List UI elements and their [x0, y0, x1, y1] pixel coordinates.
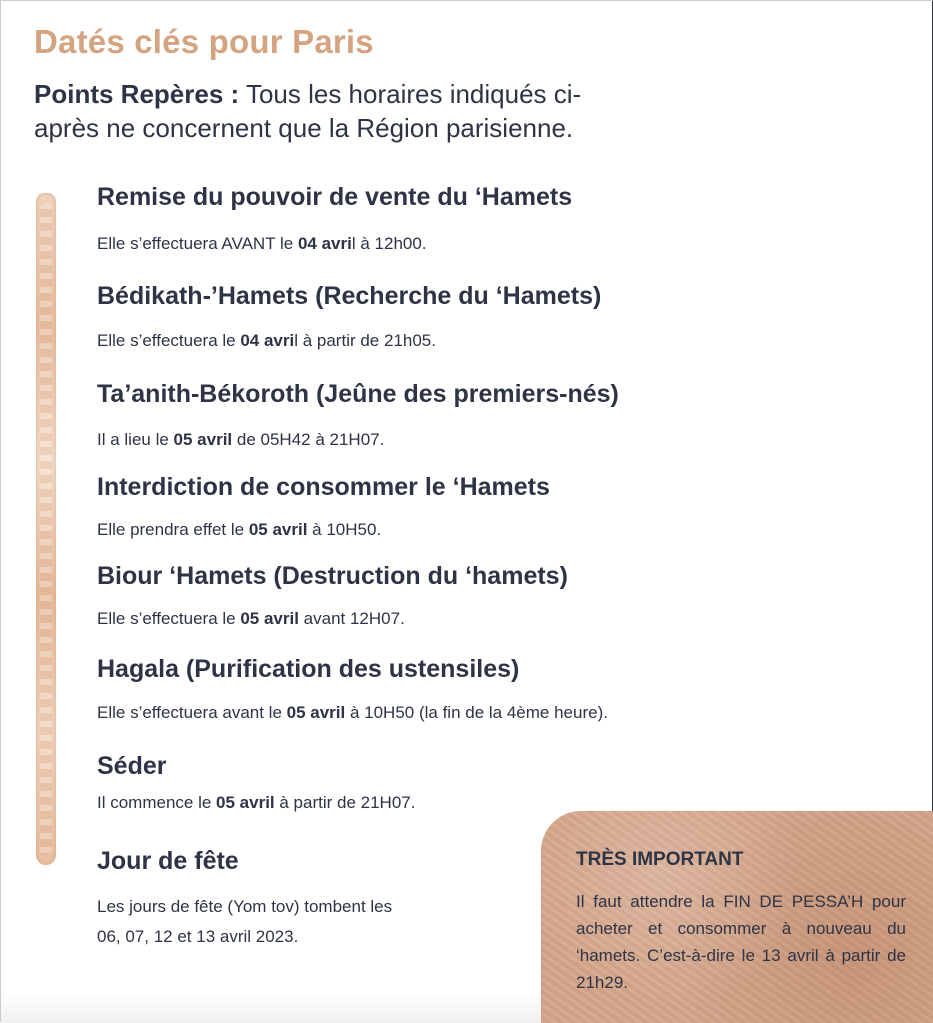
intro-label: Points Repères : — [34, 79, 240, 109]
event-hagala — [97, 654, 797, 725]
event-title: Jour de fête — [97, 847, 239, 875]
note-text: Il faut attendre la FIN DE PESSA’H pour acheter et consommer à nouveau du ‘hamets. C’est-à-dire le 13 avril à partir de 21h29. — [576, 892, 906, 992]
event-description — [97, 892, 517, 952]
event-interdiction — [97, 472, 797, 542]
event-title: Séder — [97, 752, 167, 780]
event-taanith-bekoroth — [97, 379, 797, 452]
event-description: Elle s’effectuera AVANT le 04 avril à 12h00. — [97, 234, 427, 253]
event-title: Ta’anith-Békoroth (Jeûne des premiers-nés) — [97, 380, 619, 408]
event-description: Elle s’effectuera le 05 avril avant 12H07. — [97, 609, 405, 628]
page-title: Datés clés pour Paris — [34, 23, 374, 60]
timeline-bar — [36, 193, 56, 865]
event-title: Remise du pouvoir de vente du ‘Hamets — [97, 183, 573, 211]
event-title: Interdiction de consommer le ‘Hamets — [97, 473, 550, 501]
event-description: Elle s’effectuera le 04 avril à partir de 21h05. — [97, 331, 436, 350]
event-description: Il commence le 05 avril à partir de 21H07. — [97, 793, 416, 812]
event-title: Hagala (Purification des ustensiles) — [97, 655, 520, 683]
event-title: Bédikath-’Hamets (Recherche du ‘Hamets) — [97, 282, 602, 310]
event-seder — [97, 751, 797, 815]
event-jour-de-fete — [97, 846, 517, 952]
event-bedikath-hamets — [97, 281, 797, 353]
event-description: Il a lieu le 05 avril de 05H42 à 21H07. — [97, 430, 385, 449]
event-remise-pouvoir — [97, 182, 797, 256]
intro-paragraph — [34, 77, 714, 145]
event-description-line2: 06, 07, 12 et 13 avril 2023. — [97, 927, 299, 946]
event-description: Elle prendra effet le 05 avril à 10H50. — [97, 520, 382, 539]
intro-text-line2: après ne concernent que la Région parisienne. — [34, 113, 574, 143]
note-title: TRÈS IMPORTANT — [576, 849, 744, 870]
event-description-line1: Les jours de fête (Yom tov) tombent les — [97, 897, 393, 916]
event-description: Elle s’effectuera avant le 05 avril à 10H50 (la fin de la 4ème heure). — [97, 703, 608, 722]
bottom-fade — [1, 991, 541, 1023]
event-title: Biour ‘Hamets (Destruction du ‘hamets) — [97, 562, 568, 590]
important-note-box — [541, 811, 933, 1023]
intro-text-line1: Tous les horaires indiqués ci- — [245, 79, 582, 109]
event-biour-hamets — [97, 561, 797, 631]
